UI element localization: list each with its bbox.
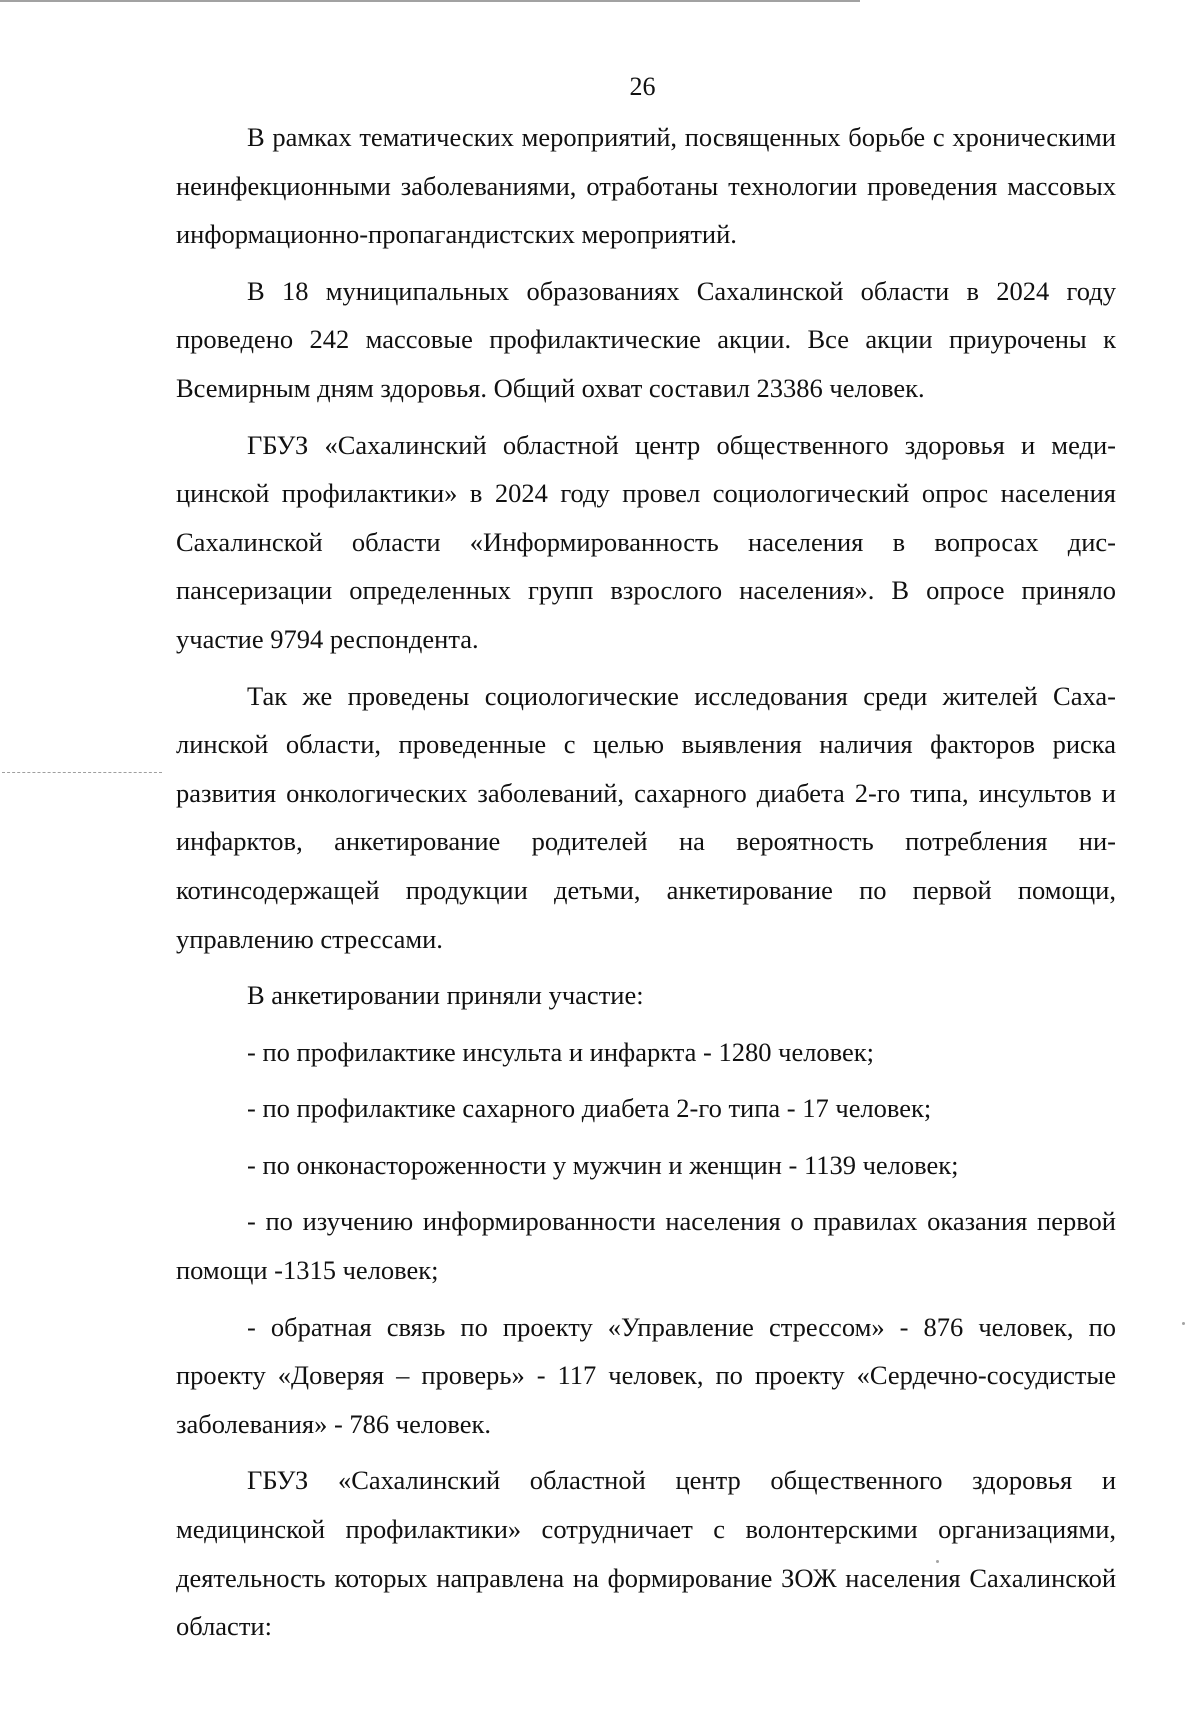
margin-dashes: [2, 772, 162, 775]
paragraph-research: Так же проведены социологические исследования среди жителей Сахалинской области, проведенные с целью выявления наличия факторов риска развития онкологических заболеваний, сахарного диабета 2-го типа, инсультов и инфарктов, анкетирование родителей на вероятность потребления никотинсодержащей продукции детьми, анкетирование по первой помощи, управлению стрессами.: [176, 680, 1116, 954]
list-item-first-aid: - по изучению информированности населения о правилах оказания первой помощи -1315 человек;: [176, 1206, 1116, 1286]
list-item-stroke-infarction: - по профилактике инсульта и инфаркта - 1280 человек;: [247, 1036, 875, 1067]
paragraph-sociological-survey: ГБУЗ «Сахалинский областной центр общественного здоровья и медицинской профилактики» в 2024 году провел социологический опрос населения Сахалинской области «Информированность населения в вопросах диспансеризации определенных групп взрослого населения». В опросе приняло участие 9794 респондента.: [176, 429, 1116, 654]
list-item-feedback: - обратная связь по проекту «Управление стрессом» - 876 человек, по проекту «Доверяя – проверь» - 117 человек, по проекту «Сердечно-сосудистые заболевания» - 786 человек.: [176, 1311, 1116, 1439]
scan-speck: [1182, 1322, 1185, 1325]
paragraph-mass-actions: В 18 муниципальных образованиях Сахалинской области в 2024 году проведено 242 массовые профилактические акции. Все акции приурочены к Всемирным дням здоровья. Общий охват составил 23386 человек.: [176, 275, 1116, 403]
list-item-diabetes: - по профилактике сахарного диабета 2-го типа - 17 человек;: [247, 1093, 932, 1124]
document-body: [176, 113, 1116, 1651]
paragraph-thematic-events: В рамках тематических мероприятий, посвященных борьбе с хроническими неинфекционными заболеваниями, отработаны технологии проведения массовых информационно-пропагандистских мероприятий.: [176, 122, 1116, 250]
paragraph-volunteers: ГБУЗ «Сахалинский областной центр общественного здоровья и медицинской профилактики» сотрудничает с волонтерскими организациями, деятельность которых направлена на формирование ЗОЖ населения Сахалинской области:: [176, 1465, 1116, 1642]
list-item-oncology: - по онконастороженности у мужчин и женщин - 1139 человек;: [247, 1149, 959, 1180]
scan-edge-top: [0, 0, 860, 2]
paragraph-survey-intro: В анкетировании приняли участие:: [247, 980, 644, 1011]
page-number: 26: [629, 72, 656, 101]
